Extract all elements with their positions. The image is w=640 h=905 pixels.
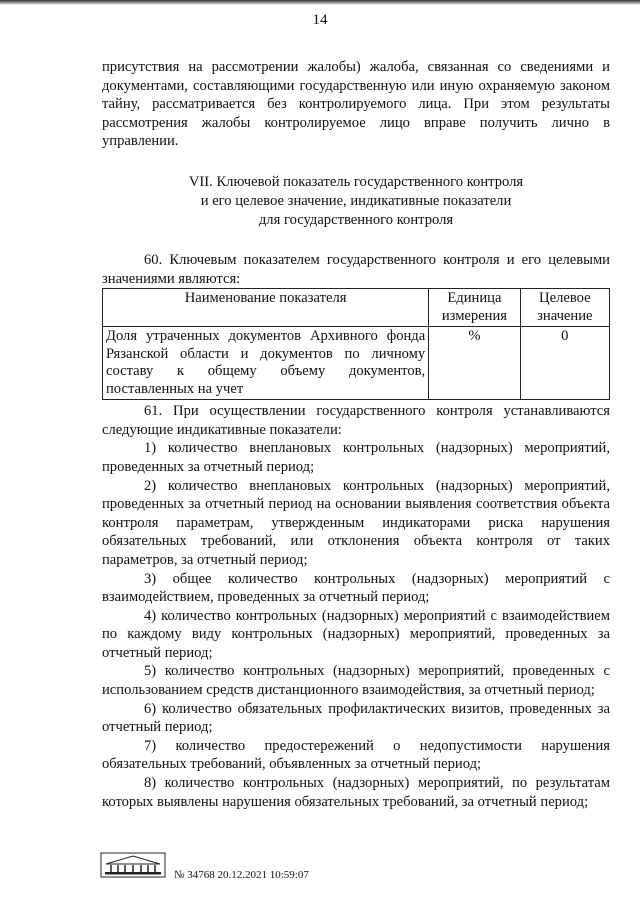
table-header-row [103, 289, 610, 327]
list-item: 6) количество обязательных профилактических визитов, проведенных за отчетный период; [102, 700, 610, 736]
table-row [103, 327, 610, 400]
paragraph-60: 60. Ключевым показателем государственного контроля и его целевыми значениями являются: [102, 251, 610, 287]
unit-cell: % [429, 327, 520, 400]
scan-top-edge [0, 0, 640, 5]
header-unit: Единица измерения [429, 289, 520, 327]
list-item: 8) количество контрольных (надзорных) мероприятий, по результатам которых выявлены нарушения обязательных требований, за отчетный период; [102, 775, 610, 810]
list-item: 1) количество внеплановых контрольных (надзорных) мероприятий, проведенных за отчетный период; [102, 440, 610, 475]
indicator-list [102, 439, 610, 811]
section-title-line: для государственного контроля [258, 211, 454, 228]
key-indicator-table [102, 288, 610, 400]
indicator-name-cell: Доля утраченных документов Архивного фонда Рязанской области и документов по личному составу к общему объему документов, поставленных на учет [103, 327, 429, 400]
header-indicator-name: Наименование показателя [103, 289, 429, 327]
list-item: 3) общее количество контрольных (надзорных) мероприятий с взаимодействием, проведенных за отчетный период; [102, 570, 610, 606]
paragraph-61: 61. При осуществлении государственного контроля устанавливаются следующие индикативные показатели: [102, 403, 610, 438]
registration-number: № 34768 20.12.2021 10:59:07 [174, 869, 309, 881]
list-item: 2) количество внеплановых контрольных (надзорных) мероприятий, проведенных за отчетный период на основании выявления соответствия объекта контроля параметрам, утвержденным индикаторами риска нарушения обязательных требований, или отклонения объекта контроля от таких параметров, за отчетный период; [102, 477, 610, 568]
section-title-line: VII. Ключевой показатель государственного контроля [188, 173, 524, 190]
building-seal-icon [100, 852, 166, 878]
header-target-value: Целевое значение [520, 289, 609, 327]
page-number: 14 [312, 12, 328, 28]
section-title-line: и его целевое значение, индикативные показатели [200, 192, 512, 209]
intro-paragraph: присутствия на рассмотрении жалобы) жалоба, связанная со сведениями и документами, составляющими государственную или иную охраняемую законом тайну, рассматривается без контролируемого лица. При этом результаты рассмотрения жалобы контролируемое лицо вправе получить лично в управлении. [102, 59, 610, 150]
list-item: 5) количество контрольных (надзорных) мероприятий, проведенных с использованием средств дистанционного взаимодействия, за отчетный период; [102, 663, 610, 699]
section-title [102, 173, 610, 230]
list-item: 7) количество предостережений о недопустимости нарушения обязательных требований, объявленных за отчетный период; [102, 737, 610, 773]
document-footer [100, 850, 520, 890]
target-value-cell: 0 [520, 327, 609, 400]
list-item: 4) количество контрольных (надзорных) мероприятий с взаимодействием по каждому виду контрольных (надзорных) мероприятий, проведенных за отчетный период; [102, 607, 610, 661]
document-body [102, 58, 610, 811]
